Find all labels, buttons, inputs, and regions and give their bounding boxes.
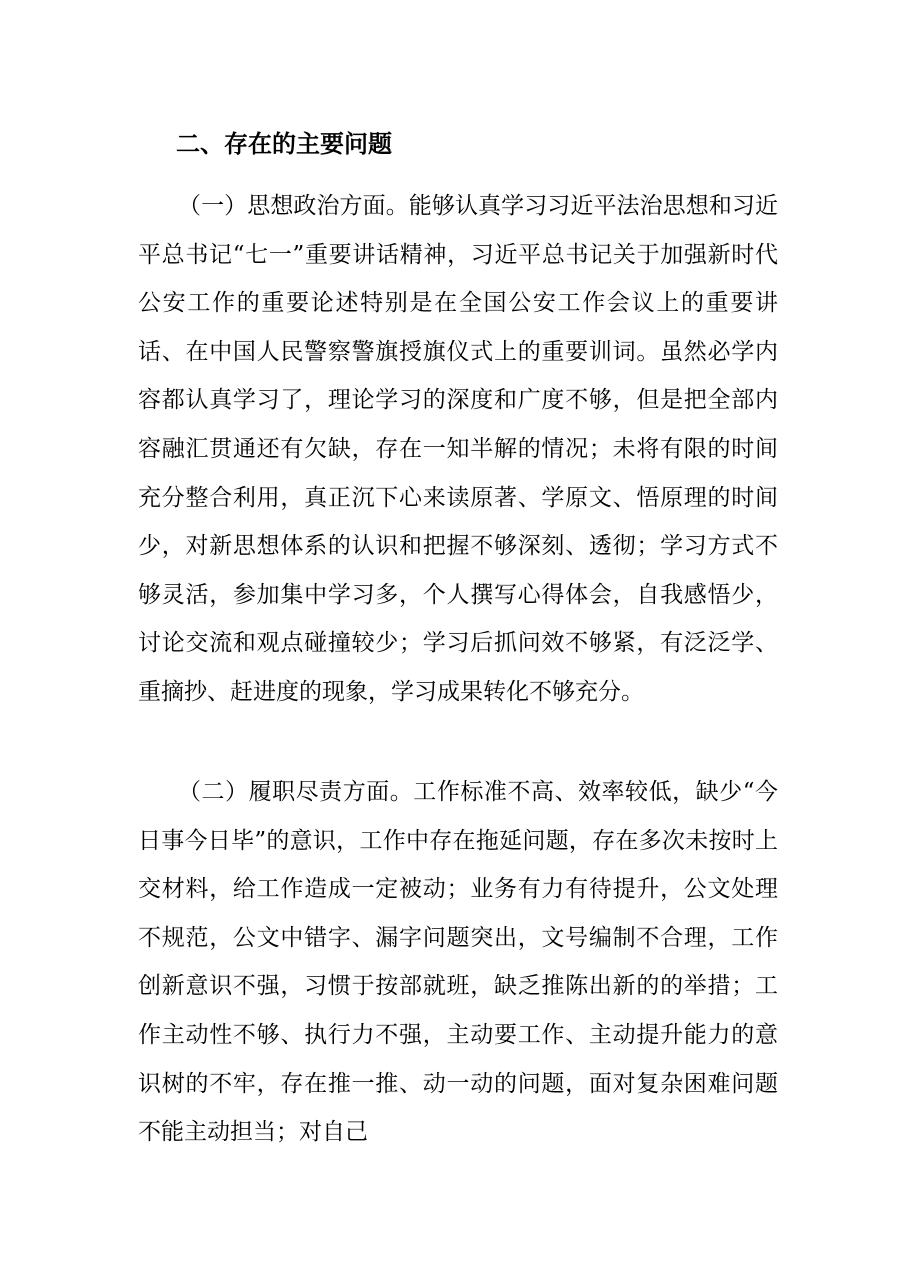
paragraph-duty: （二）履职尽责方面。工作标准不高、效率较低，缺少“今日事今日毕”的意识，工作中存在拖延问题，存在多次未按时上交材料，给工作造成一定被动；业务有力有待提升，公文处理不规范，公文中错字、漏字问题突出，文号编制不合理，工作创新意识不强，习惯于按部就班，缺乏推陈出新的的举措；工作主动性不够、执行力不强，主动要工作、主动提升能力的意识树的不牢，存在推一推、动一动的问题，面对复杂困难问题不能主动担当；对自己 xyxy=(138,779,778,1146)
paragraph-ideology: （一）思想政治方面。能够认真学习习近平法治思想和习近平总书记“七一”重要讲话精神，习近平总书记关于加强新时代公安工作的重要论述特别是在全国公安工作会议上的重要讲话、在中国人民警察警旗授旗仪式上的重要训词。虽然必学内容都认真学习了，理论学习的深度和广度不够，但是把全部内容融汇贯通还有欠缺，存在一知半解的情况；未将有限的时间充分整合利用，真正沉下心来读原著、学原文、悟原理的时间少，对新思想体系的认识和把握不够深刻、透彻；学习方式不够灵活，参加集中学习多，个人撰写心得体会，自我感悟少，讨论交流和观点碰撞较少；学习后抓问效不够紧，有泛泛学、重摘抄、赶进度的现象，学习成果转化不够充分。 xyxy=(138,193,778,705)
section-heading: 二、存在的主要问题 xyxy=(176,130,392,158)
